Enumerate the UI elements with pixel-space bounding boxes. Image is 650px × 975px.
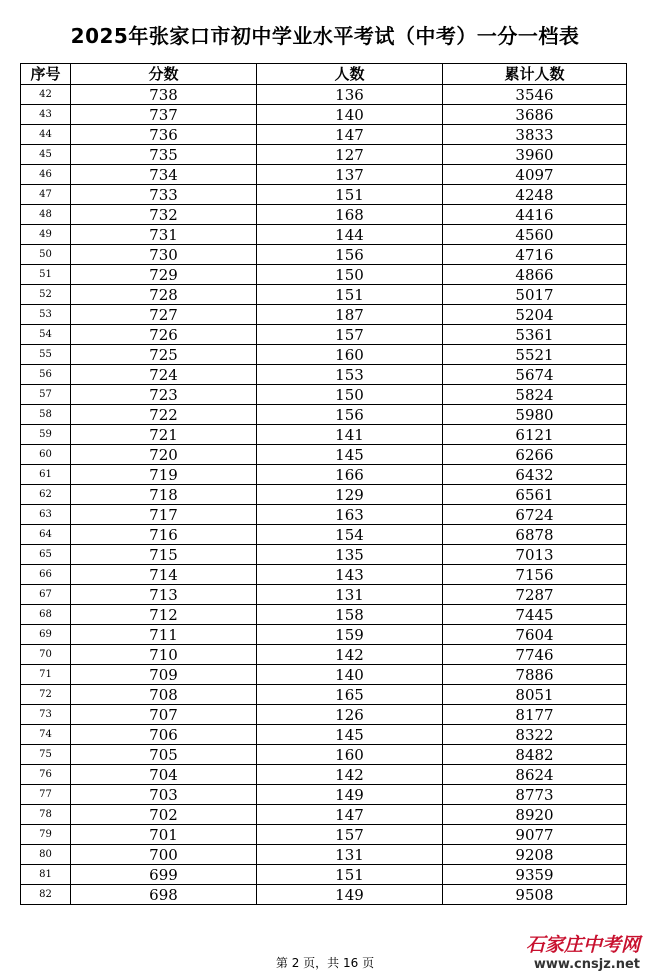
cell-index: 81 [21,865,71,885]
table-row [21,785,627,805]
cell-score: 704 [71,765,257,785]
cell-index: 52 [21,285,71,305]
cell-score: 722 [71,405,257,425]
cell-count: 149 [257,885,443,905]
cell-score: 702 [71,805,257,825]
cell-index: 82 [21,885,71,905]
cell-index: 42 [21,85,71,105]
table-row [21,405,627,425]
cell-index: 63 [21,505,71,525]
cell-cumulative: 8177 [443,705,627,725]
cell-index: 51 [21,265,71,285]
table-row [21,185,627,205]
cell-index: 59 [21,425,71,445]
cell-index: 54 [21,325,71,345]
cell-score: 714 [71,565,257,585]
cell-score: 730 [71,245,257,265]
cell-index: 66 [21,565,71,585]
table-row [21,325,627,345]
cell-index: 65 [21,545,71,565]
cell-count: 137 [257,165,443,185]
cell-score: 716 [71,525,257,545]
table-row [21,305,627,325]
table-row [21,725,627,745]
table-row [21,705,627,725]
table-row [21,165,627,185]
cell-cumulative: 8051 [443,685,627,705]
cell-cumulative: 5204 [443,305,627,325]
cell-count: 158 [257,605,443,625]
cell-count: 165 [257,685,443,705]
table-row [21,605,627,625]
cell-count: 149 [257,785,443,805]
cell-score: 736 [71,125,257,145]
header-index: 序号 [21,64,71,85]
cell-index: 43 [21,105,71,125]
cell-count: 156 [257,405,443,425]
cell-index: 47 [21,185,71,205]
cell-count: 166 [257,465,443,485]
cell-cumulative: 7604 [443,625,627,645]
page-title: 2025年张家口市初中学业水平考试（中考）一分一档表 [70,24,580,48]
table-row [21,485,627,505]
cell-cumulative: 6561 [443,485,627,505]
table-row [21,425,627,445]
table-row [21,825,627,845]
cell-cumulative: 6724 [443,505,627,525]
cell-index: 76 [21,765,71,785]
cell-score: 738 [71,85,257,105]
cell-count: 154 [257,525,443,545]
cell-index: 48 [21,205,71,225]
cell-count: 127 [257,145,443,165]
cell-index: 58 [21,405,71,425]
cell-cumulative: 9508 [443,885,627,905]
cell-cumulative: 6878 [443,525,627,545]
cell-score: 700 [71,845,257,865]
cell-index: 56 [21,365,71,385]
table-row [21,465,627,485]
cell-count: 140 [257,105,443,125]
cell-cumulative: 7287 [443,585,627,605]
cell-cumulative: 8920 [443,805,627,825]
cell-index: 70 [21,645,71,665]
cell-score: 737 [71,105,257,125]
cell-cumulative: 6266 [443,445,627,465]
cell-index: 60 [21,445,71,465]
cell-cumulative: 8773 [443,785,627,805]
cell-score: 715 [71,545,257,565]
cell-score: 707 [71,705,257,725]
cell-cumulative: 5674 [443,365,627,385]
cell-score: 728 [71,285,257,305]
cell-index: 46 [21,165,71,185]
cell-index: 75 [21,745,71,765]
cell-score: 729 [71,265,257,285]
cell-count: 135 [257,545,443,565]
table-row [21,865,627,885]
cell-index: 67 [21,585,71,605]
cell-index: 72 [21,685,71,705]
cell-count: 153 [257,365,443,385]
cell-score: 712 [71,605,257,625]
cell-score: 723 [71,385,257,405]
cell-index: 79 [21,825,71,845]
cell-index: 50 [21,245,71,265]
cell-score: 725 [71,345,257,365]
cell-score: 727 [71,305,257,325]
score-table [20,63,627,905]
table-row [21,665,627,685]
cell-cumulative: 5361 [443,325,627,345]
cell-score: 701 [71,825,257,845]
header-cumulative: 累计人数 [443,64,627,85]
table-row [21,525,627,545]
table-row [21,125,627,145]
cell-score: 698 [71,885,257,905]
cell-index: 77 [21,785,71,805]
table-row [21,885,627,905]
cell-count: 157 [257,825,443,845]
cell-count: 142 [257,645,443,665]
cell-cumulative: 8482 [443,745,627,765]
table-row [21,85,627,105]
table-row [21,765,627,785]
cell-index: 64 [21,525,71,545]
cell-score: 719 [71,465,257,485]
cell-count: 160 [257,345,443,365]
table-row [21,345,627,365]
table-row [21,145,627,165]
cell-cumulative: 8322 [443,725,627,745]
cell-score: 735 [71,145,257,165]
cell-index: 61 [21,465,71,485]
table-header-row [21,64,627,85]
cell-index: 45 [21,145,71,165]
cell-count: 131 [257,845,443,865]
cell-index: 80 [21,845,71,865]
cell-count: 163 [257,505,443,525]
cell-cumulative: 7746 [443,645,627,665]
header-score: 分数 [71,64,257,85]
cell-score: 709 [71,665,257,685]
cell-cumulative: 6432 [443,465,627,485]
cell-index: 73 [21,705,71,725]
cell-cumulative: 3833 [443,125,627,145]
table-row [21,585,627,605]
cell-count: 141 [257,425,443,445]
watermark [470,930,640,972]
cell-score: 726 [71,325,257,345]
cell-score: 734 [71,165,257,185]
table-row [21,265,627,285]
header-count: 人数 [257,64,443,85]
cell-score: 713 [71,585,257,605]
cell-cumulative: 9077 [443,825,627,845]
cell-cumulative: 7013 [443,545,627,565]
cell-score: 733 [71,185,257,205]
cell-index: 78 [21,805,71,825]
cell-index: 74 [21,725,71,745]
cell-index: 57 [21,385,71,405]
table-row [21,505,627,525]
cell-cumulative: 8624 [443,765,627,785]
cell-count: 126 [257,705,443,725]
cell-score: 705 [71,745,257,765]
cell-count: 136 [257,85,443,105]
cell-count: 151 [257,865,443,885]
cell-count: 168 [257,205,443,225]
cell-score: 720 [71,445,257,465]
cell-count: 147 [257,125,443,145]
cell-score: 703 [71,785,257,805]
cell-score: 711 [71,625,257,645]
cell-count: 143 [257,565,443,585]
cell-score: 717 [71,505,257,525]
cell-score: 721 [71,425,257,445]
cell-cumulative: 5980 [443,405,627,425]
table-row [21,645,627,665]
table-row [21,205,627,225]
table-row [21,805,627,825]
cell-cumulative: 7445 [443,605,627,625]
cell-index: 62 [21,485,71,505]
cell-cumulative: 3960 [443,145,627,165]
cell-count: 144 [257,225,443,245]
table-row [21,365,627,385]
cell-count: 159 [257,625,443,645]
cell-cumulative: 9359 [443,865,627,885]
cell-cumulative: 4716 [443,245,627,265]
cell-count: 151 [257,185,443,205]
cell-cumulative: 6121 [443,425,627,445]
cell-index: 49 [21,225,71,245]
table-row [21,745,627,765]
cell-index: 44 [21,125,71,145]
cell-score: 732 [71,205,257,225]
cell-cumulative: 5521 [443,345,627,365]
cell-cumulative: 3546 [443,85,627,105]
table-row [21,565,627,585]
table-body [21,85,627,905]
table-row [21,845,627,865]
cell-cumulative: 3686 [443,105,627,125]
table-row [21,225,627,245]
cell-index: 55 [21,345,71,365]
cell-score: 706 [71,725,257,745]
cell-count: 145 [257,725,443,745]
cell-count: 156 [257,245,443,265]
cell-cumulative: 4560 [443,225,627,245]
cell-score: 724 [71,365,257,385]
cell-score: 699 [71,865,257,885]
cell-score: 718 [71,485,257,505]
cell-index: 53 [21,305,71,325]
table-row [21,385,627,405]
table-row [21,245,627,265]
cell-cumulative: 4097 [443,165,627,185]
cell-score: 710 [71,645,257,665]
cell-count: 140 [257,665,443,685]
watermark-logo: 石家庄中考网 [525,934,640,956]
cell-count: 150 [257,265,443,285]
table-row [21,105,627,125]
cell-count: 145 [257,445,443,465]
cell-count: 142 [257,765,443,785]
cell-count: 160 [257,745,443,765]
cell-count: 150 [257,385,443,405]
cell-cumulative: 4416 [443,205,627,225]
cell-index: 68 [21,605,71,625]
page-footer: 第 2 页，共 16 页 [275,956,375,970]
cell-cumulative: 9208 [443,845,627,865]
cell-cumulative: 5824 [443,385,627,405]
cell-score: 708 [71,685,257,705]
table-row [21,545,627,565]
table-row [21,285,627,305]
watermark-url: www.cnsjz.net [533,957,640,972]
cell-count: 187 [257,305,443,325]
cell-count: 147 [257,805,443,825]
cell-cumulative: 4248 [443,185,627,205]
cell-count: 157 [257,325,443,345]
cell-count: 151 [257,285,443,305]
cell-cumulative: 7156 [443,565,627,585]
cell-index: 71 [21,665,71,685]
table-row [21,445,627,465]
cell-cumulative: 5017 [443,285,627,305]
cell-cumulative: 7886 [443,665,627,685]
table-row [21,685,627,705]
cell-cumulative: 4866 [443,265,627,285]
cell-score: 731 [71,225,257,245]
table-row [21,625,627,645]
cell-count: 131 [257,585,443,605]
cell-index: 69 [21,625,71,645]
cell-count: 129 [257,485,443,505]
